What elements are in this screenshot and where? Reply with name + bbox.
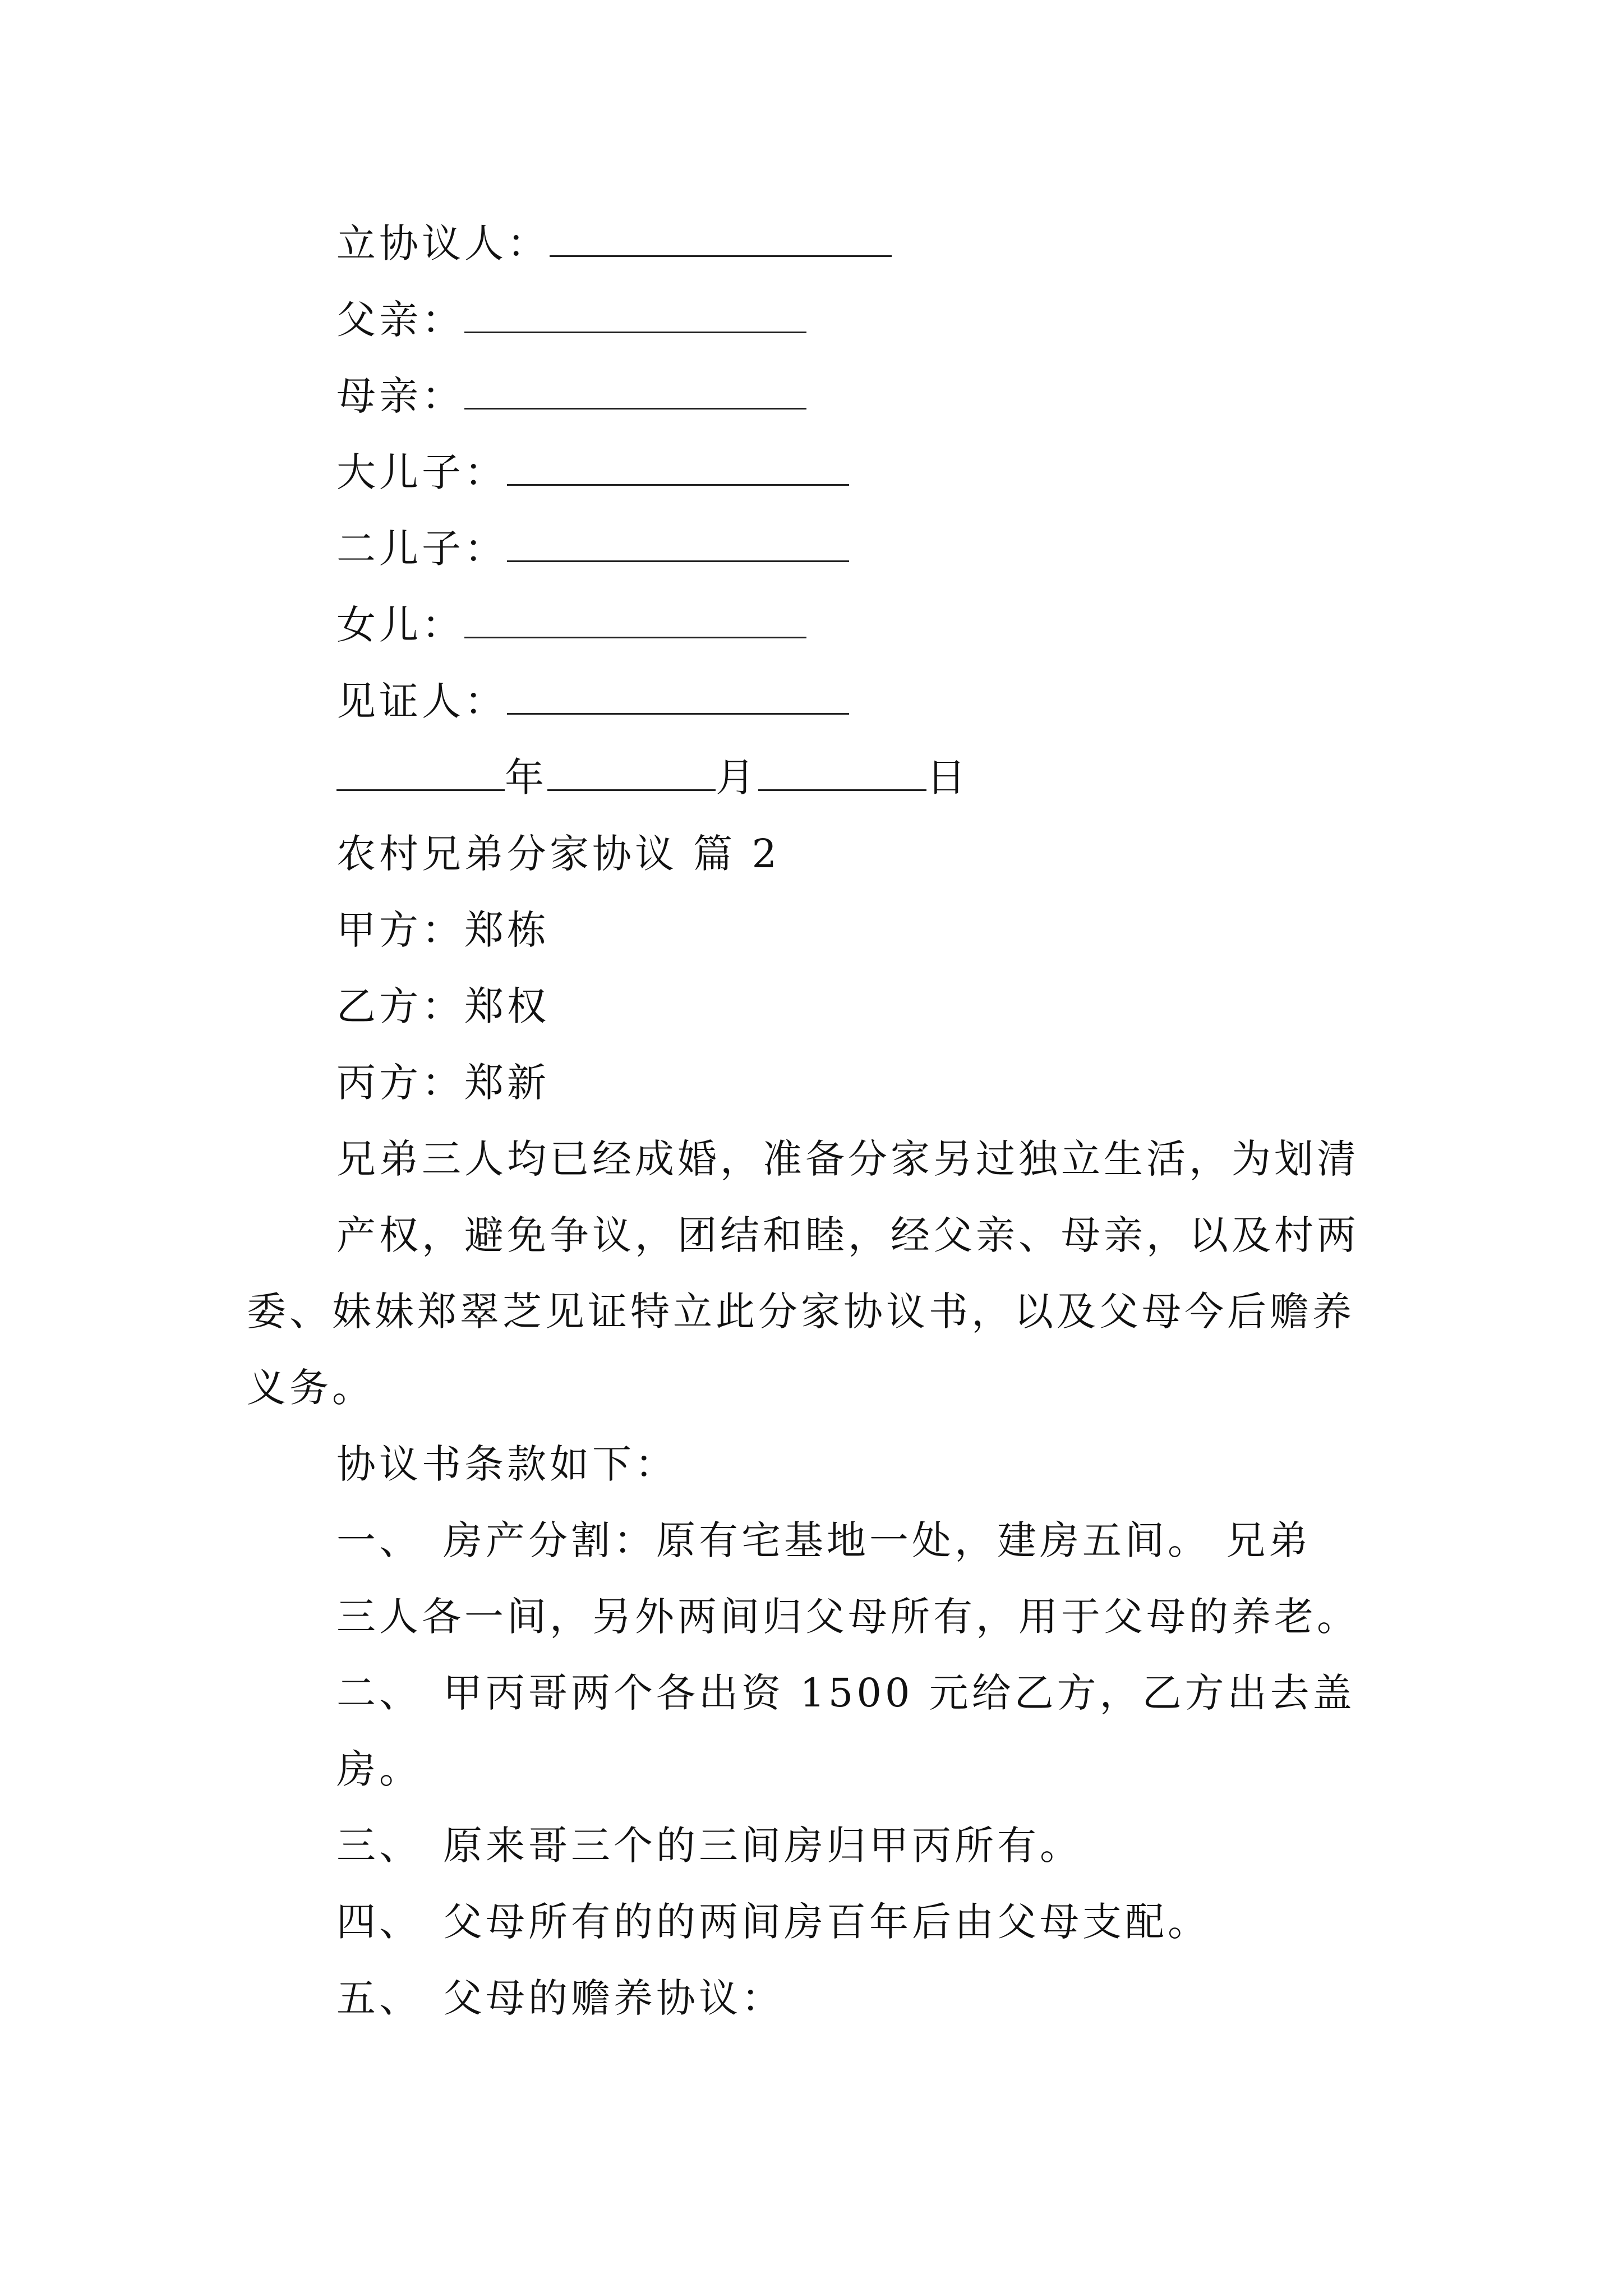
intro-line-3: 委、妹妹郑翠芝见证特立此分家协议书，以及父母今后赡养 (247, 1289, 1355, 1335)
witness-signature-line (336, 673, 849, 729)
clause-text: 父母所有的的两间房百年后由父母支配。 (443, 1899, 1210, 1945)
intro-line-1: 兄弟三人均已经成婚，准备分家另过独立生活，为划清 (336, 1136, 1359, 1182)
eldest-son-label: 大儿子： (336, 449, 507, 495)
father-label: 父亲： (336, 297, 464, 343)
party-c: 丙方：郑新 (336, 1060, 550, 1106)
clause-text: 父母的赡养协议： (443, 1975, 784, 2021)
year-blank[interactable] (336, 756, 505, 791)
clause-text: 原来哥三个的三间房归甲丙所有。 (443, 1823, 1082, 1869)
day-blank[interactable] (758, 756, 926, 791)
eldest-son-blank[interactable] (507, 450, 849, 486)
party-signature-line (336, 215, 892, 272)
clause-text: 甲丙哥两个各出资 1500 元给乙方，乙方出去盖 (443, 1670, 1355, 1716)
clause-1-line-2: 三人各一间，另外两间归父母所有，用于父母的养老。 (336, 1594, 1359, 1640)
clause-number: 二、 (336, 1670, 422, 1716)
intro-line-4: 义务。 (247, 1365, 375, 1411)
clause-number: 五、 (336, 1975, 422, 2021)
clause-number: 一、 (336, 1517, 422, 1563)
month-blank[interactable] (547, 756, 716, 791)
clause-4 (336, 1894, 1210, 1950)
party-a: 甲方：郑栋 (336, 907, 550, 953)
day-label: 日 (926, 754, 969, 800)
year-label: 年 (505, 754, 547, 800)
clause-3 (336, 1818, 1082, 1874)
clause-number: 三、 (336, 1823, 422, 1869)
daughter-blank[interactable] (464, 603, 806, 638)
clause-1-line-1 (336, 1512, 1311, 1568)
date-line (336, 749, 969, 806)
daughter-label: 女儿： (336, 602, 464, 648)
second-son-blank[interactable] (507, 527, 849, 562)
clause-2-line-1 (336, 1665, 1355, 1721)
mother-blank[interactable] (464, 374, 806, 409)
witness-label: 见证人： (336, 678, 507, 724)
second-son-label: 二儿子： (336, 526, 507, 572)
daughter-signature-line (336, 597, 806, 653)
mother-signature-line (336, 368, 806, 424)
party-blank[interactable] (550, 222, 892, 257)
clause-2-line-2: 房。 (336, 1746, 422, 1792)
intro-line-2: 产权，避免争议，团结和睦，经父亲、母亲，以及村两 (336, 1212, 1359, 1258)
party-label: 立协议人： (336, 220, 550, 266)
witness-blank[interactable] (507, 679, 849, 715)
clauses-intro: 协议书条款如下： (336, 1441, 677, 1487)
clause-5 (336, 1970, 784, 2026)
father-blank[interactable] (464, 298, 806, 333)
mother-label: 母亲： (336, 373, 464, 419)
second-son-signature-line (336, 521, 849, 577)
party-b: 乙方：郑权 (336, 983, 550, 1029)
month-label: 月 (716, 754, 758, 800)
father-signature-line (336, 292, 806, 348)
clause-number: 四、 (336, 1899, 422, 1945)
article-title: 农村兄弟分家协议 篇 2 (336, 831, 781, 877)
clause-text: 房产分割：原有宅基地一处，建房五间。 兄弟 (443, 1517, 1312, 1563)
eldest-son-signature-line (336, 444, 849, 500)
